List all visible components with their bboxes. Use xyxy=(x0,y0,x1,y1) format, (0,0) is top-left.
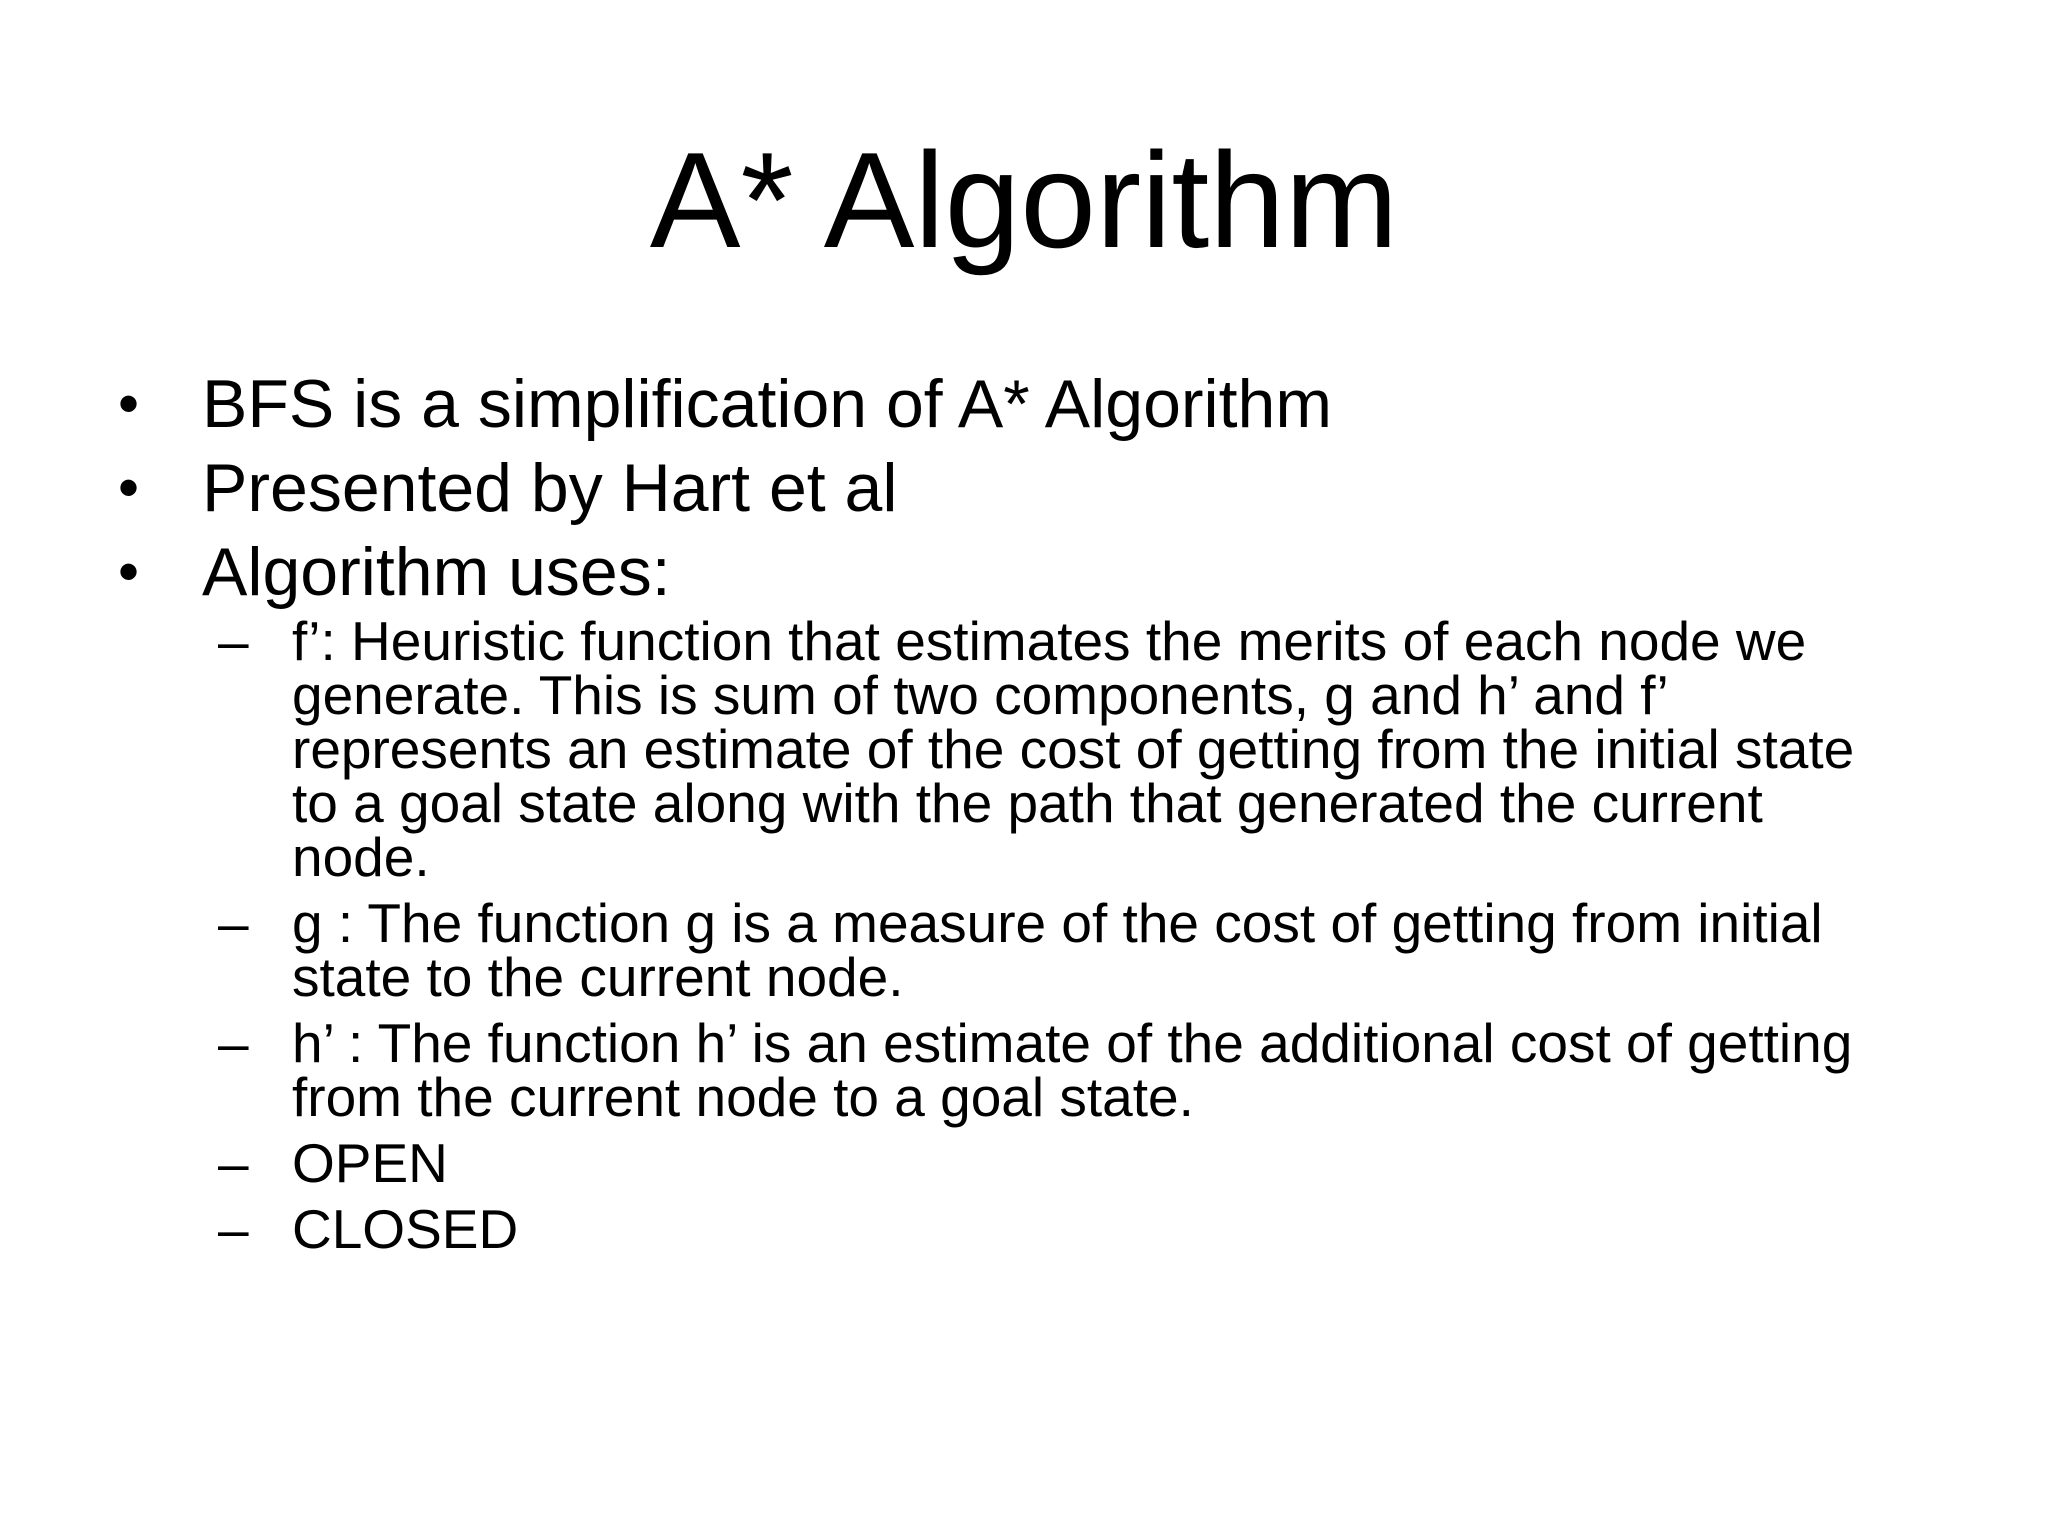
bullet-list xyxy=(0,362,2048,1260)
bullet-icon: • xyxy=(118,538,140,605)
sub-bullet-line: from the current node to a goal state. xyxy=(292,1066,1194,1128)
sub-bullet-h-prime xyxy=(0,1012,2048,1128)
dash-icon: – xyxy=(218,1132,249,1194)
sub-bullet-line: generate. This is sum of two components, g and h’ and f’ xyxy=(292,664,1669,726)
bullet-icon: • xyxy=(118,454,140,521)
bullet-text: Algorithm uses: xyxy=(202,534,671,610)
bullet-item-bfs xyxy=(0,362,2048,446)
dash-icon: – xyxy=(218,1198,249,1260)
sub-bullet-line: OPEN xyxy=(292,1132,448,1194)
dash-icon: – xyxy=(218,892,249,954)
bullet-text: BFS is a simplification of A* Algorithm xyxy=(202,366,1333,442)
sub-bullet-line: f’: Heuristic function that estimates the merits of each node we xyxy=(292,610,1807,672)
sub-bullet-line: h’ : The function h’ is an estimate of the additional cost of getting xyxy=(292,1012,1853,1074)
sub-bullet-line: state to the current node. xyxy=(292,946,904,1008)
sub-bullet-f-prime xyxy=(0,610,2048,888)
sub-bullet-open xyxy=(0,1132,2048,1194)
slide-title: A* Algorithm xyxy=(649,124,1399,276)
bullet-item-presented xyxy=(0,446,2048,530)
dash-icon: – xyxy=(218,610,249,672)
sub-bullet-closed xyxy=(0,1198,2048,1260)
sub-bullet-g xyxy=(0,892,2048,1008)
sub-bullet-line: g : The function g is a measure of the cost of getting from initial xyxy=(292,892,1823,954)
sub-bullet-line: to a goal state along with the path that generated the current xyxy=(292,772,1763,834)
sub-bullet-list xyxy=(0,610,2048,1260)
bullet-text: Presented by Hart et al xyxy=(202,450,898,526)
bullet-item-algorithm-uses xyxy=(0,530,2048,1260)
sub-bullet-line: represents an estimate of the cost of getting from the initial state xyxy=(292,718,1855,780)
sub-bullet-line: CLOSED xyxy=(292,1198,519,1260)
dash-icon: – xyxy=(218,1012,249,1074)
sub-bullet-line: node. xyxy=(292,826,430,888)
bullet-icon: • xyxy=(118,370,140,437)
